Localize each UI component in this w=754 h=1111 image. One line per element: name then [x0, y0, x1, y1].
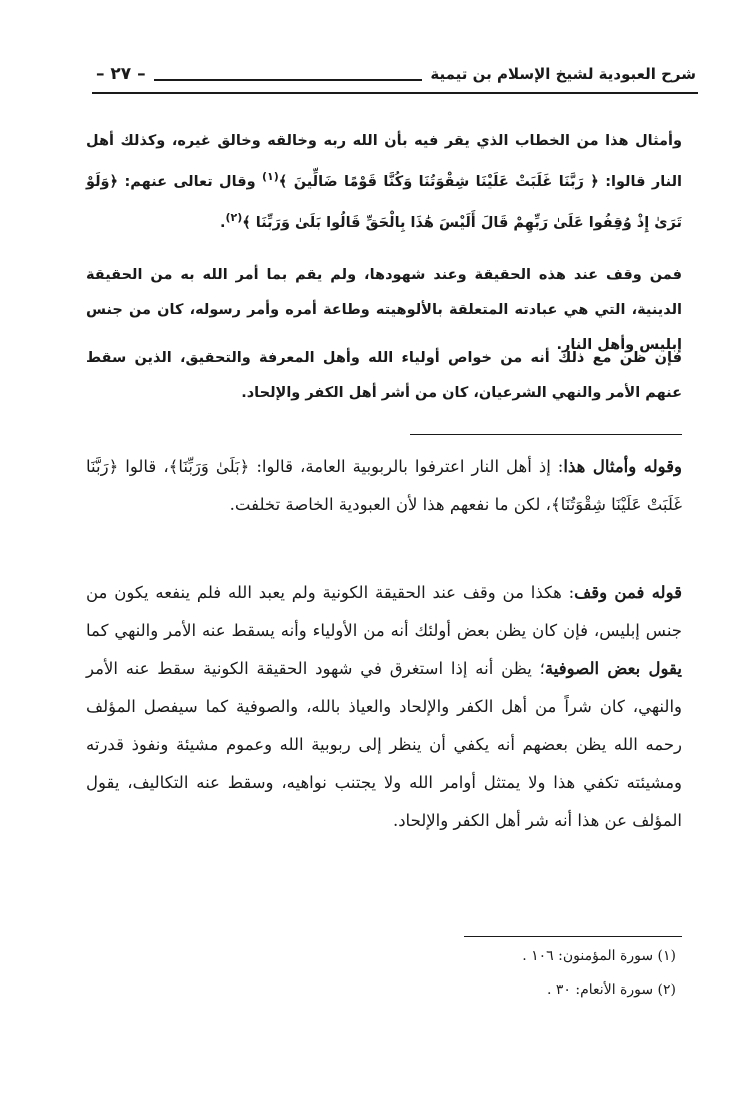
sharh-paragraph-2	[86, 574, 682, 840]
footnote-divider	[464, 936, 682, 937]
sharh-paragraph-1	[86, 448, 682, 524]
header-line	[154, 79, 423, 81]
sharh-text-2b: ؛ يظن أنه إذا استغرق في شهود الحقيقة الكونية سقط عنه الأمر والنهي، كان شراً من أهل الكفر والإلحاد والعياذ بالله، والصوفية كما سيفصل المؤلف رحمه الله يظن بعضهم أنه يكفي أن ينظر إلى ربوبية الله وعموم مشيئة ونفوذ قدرته ومشيئته تكفي هذا ولا يمتثل أوامر الله ولا يجتنب نواهيه، وسقط عنه التكاليف، يقول المؤلف عن هذا أنه شر أهل الكفر والإلحاد.	[86, 659, 682, 830]
matn-text-1-end: .	[219, 214, 226, 231]
footnote-ref-1: (١)	[262, 170, 279, 183]
page-number: – ٢٧ –	[96, 64, 146, 84]
section-divider	[410, 434, 682, 435]
sharh-lead-2: قوله فمن وقف	[574, 583, 682, 602]
matn-text-1: وأمثال هذا من الخطاب الذي يقر فيه بأن الله ربه وخالقه وخالق غيره، وكذلك أهل النار قالوا: ﴿ رَبَّنَا غَلَبَتْ عَلَيْنَا شِقْوَتُنَا وَكُنَّا قَوْمًا ضَالِّينَ ﴾	[86, 133, 682, 190]
footnote-ref-2: (٢)	[225, 210, 243, 224]
sharh-bold-phrase: يقول بعض الصوفية	[544, 659, 682, 678]
header-divider	[92, 92, 698, 94]
sharh-text-2a: : هكذا من وقف عند الحقيقة الكونية ولم يعبد الله فلم ينفعه يكون من جنس إبليس، فإن كان يظن بعض أولئك أنه من الأولياء وأنه يسقط عنه الأمر والنهي كما	[86, 583, 682, 640]
matn-paragraph-3: فإن ظن مع ذلك أنه من خواص أولياء الله وأهل المعرفة والتحقيق، الذين سقط عنهم الأمر والنهي الشرعيان، كان من أشر أهل الكفر والإلحاد.	[86, 350, 682, 401]
sharh-text-1: : إذ أهل النار اعترفوا بالربوبية العامة، قالوا: ﴿بَلَىٰ وَرَبِّنَا﴾، قالوا ﴿رَبَّنَا غَلَبَتْ عَلَيْنَا شِقْوَتُنَا﴾، لكن ما نفعهم هذا لأن العبودية الخاصة تخلفت.	[86, 457, 682, 514]
page-header	[96, 60, 696, 88]
footnote-1: (١) سورة المؤمنون: ١٠٦ .	[522, 948, 676, 964]
sharh-lead-1: وقوله وأمثال هذا	[563, 457, 682, 476]
running-title: شرح العبودية لشيخ الإسلام بن تيمية	[430, 65, 696, 83]
footnote-2: (٢) سورة الأنعام: ٣٠ .	[547, 982, 676, 998]
matn-paragraph-2: فمن وقف عند هذه الحقيقة وعند شهودها، ولم يقم بما أمر الله به من الحقيقة الدينية، التي هي عبادته المتعلقة بالألوهيته وطاعة أمره وأمر رسوله، كان من جنس إبليس وأهل النار.	[86, 267, 682, 353]
matn-text-1-cont: وقال تعالى عنهم: ﴿وَلَوْ تَرَىٰ إِذْ وُقِفُوا عَلَىٰ رَبِّهِمْ قَالَ أَلَيْسَ هَٰذَا بِالْحَقِّ قَالُوا بَلَىٰ وَرَبِّنَا ﴾	[86, 173, 682, 231]
matn-paragraph-1	[86, 124, 682, 241]
